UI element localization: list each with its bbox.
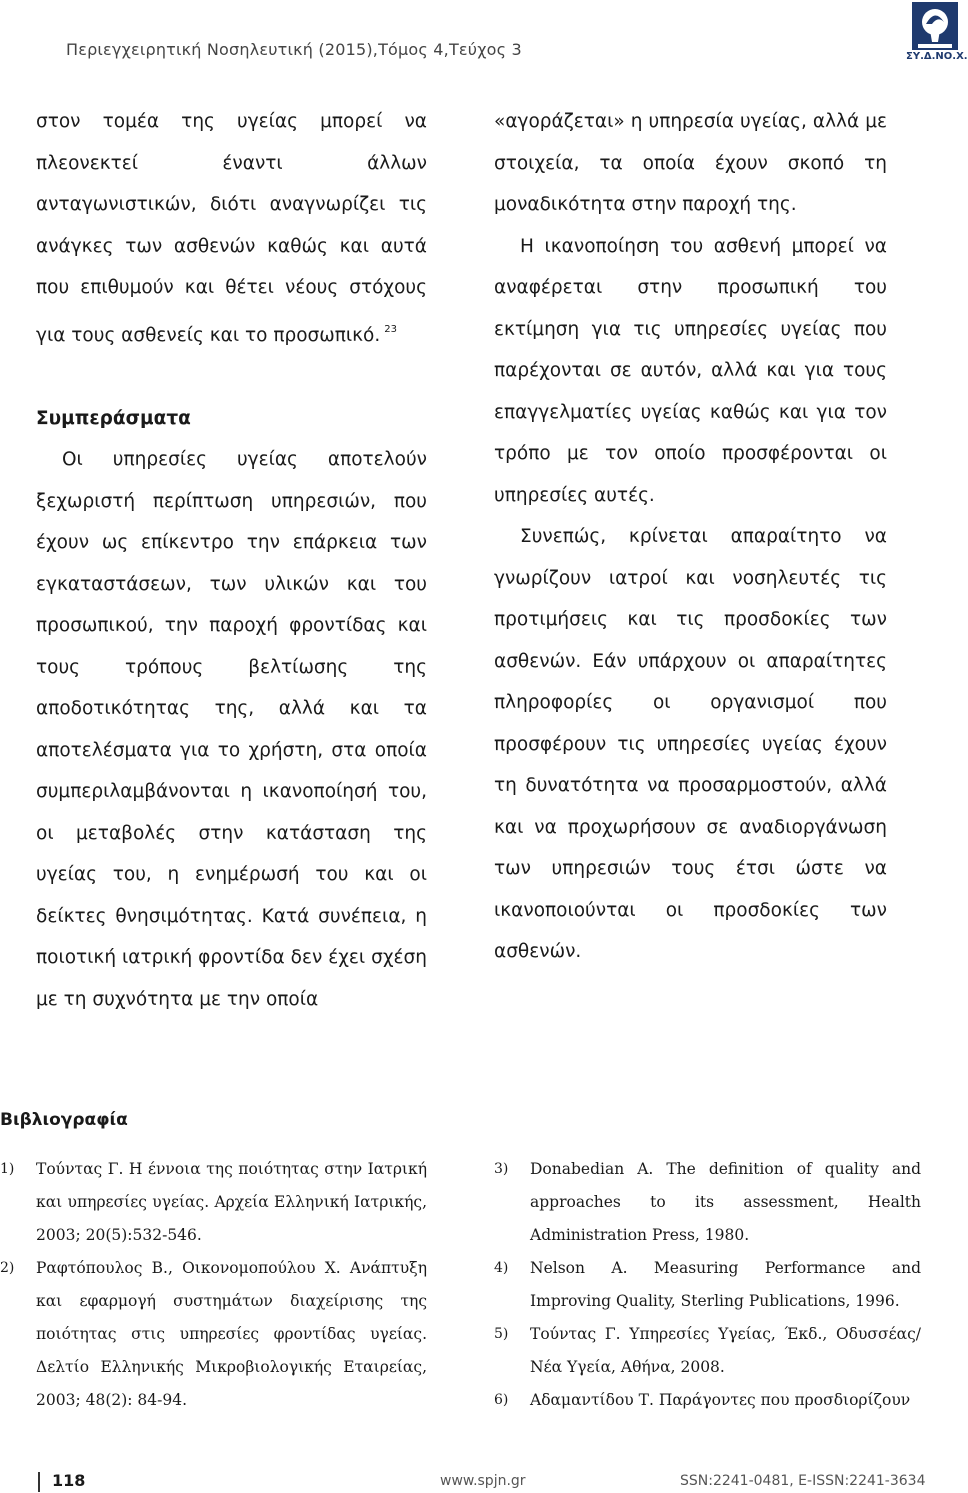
- logo-caption: ΣΥ.Δ.ΝΟ.Χ.: [906, 51, 968, 62]
- reference-item: [0, 1153, 427, 1252]
- footer-divider: [38, 1472, 40, 1492]
- issn-text: SSN:2241-0481, E-ISSN:2241-3634: [680, 1473, 926, 1489]
- reference-item: [494, 1384, 921, 1417]
- reference-number: 3): [494, 1161, 509, 1177]
- page-number: 118: [52, 1471, 86, 1490]
- reference-text: Αδαμαντίδου Τ. Παράγοντες που προσδιορίζουν: [530, 1391, 911, 1409]
- reference-number: 1): [0, 1161, 15, 1177]
- references-right: [494, 1153, 921, 1417]
- section-heading: Συμπεράσματα: [36, 407, 191, 429]
- reference-number: 2): [0, 1260, 15, 1276]
- body-paragraph: Συνεπώς, κρίνεται απαραίτητο να γνωρίζουν ιατροί και νοσηλευτές τις προτιμήσεις και τις προσδοκίες των ασθενών. Εάν υπάρχουν οι απαραίτητες πληροφορίες οι οργανισμοί που προσφέρουν τις υπηρεσίες υγείας έχουν τη δυνατότητα να προσαρμοστούν, αλλά και να προχωρήσουν σε αναδιοργάνωση των υπηρεσιών τους έτσι ώστε να ικανοποιούνται οι προσδοκίες των ασθενών.: [494, 526, 887, 962]
- body-paragraph: [36, 101, 427, 356]
- reference-item: [494, 1153, 921, 1252]
- reference-text: Ραφτόπουλος Β., Οικονομοπούλου Χ. Ανάπτυξη και εφαρμογή συστημάτων διαχείρισης της ποιότητας στις υπηρεσίες φροντίδας υγείας. Δελτίο Ελληνικής Μικροβιολογικής Εταιρείας, 2003; 48(2): 84-94.: [36, 1259, 427, 1409]
- reference-text: Nelson A. Measuring Performance and Improving Quality, Sterling Publications, 1996.: [530, 1259, 921, 1310]
- references-left: [0, 1153, 427, 1417]
- reference-number: 6): [494, 1392, 509, 1408]
- reference-number: 4): [494, 1260, 509, 1276]
- reference-item: [0, 1252, 427, 1417]
- body-paragraph: Η ικανοποίηση του ασθενή μπορεί να αναφέρεται στην προσωπική του εκτίμηση για τις υπηρεσίες υγείας που παρέχονται σε αυτόν, αλλά και για τους επαγγελματίες υγείας καθώς και για τον τρόπο με τον οποίο προσφέρονται οι υπηρεσίες αυτές.: [494, 235, 887, 506]
- bibliography-heading: Βιβλιογραφία: [0, 1110, 128, 1130]
- body-paragraph: Οι υπηρεσίες υγείας αποτελούν ξεχωριστή περίπτωση υπηρεσιών, που έχουν ως επίκεντρο την επάρκεια των εγκαταστάσεων, των υλικών και του προσωπικού, την παροχή φροντίδας και τους τρόπους βελτίωσης της αποδοτικότητας της, αλλά και τα αποτελέσματα για το χρήστη, στα οποία συμπεριλαμβάνονται η ικανοποίησή του, οι μεταβολές στην κατάσταση της υγείας του, η ενημέρωσή του και οι δείκτες θνησιμότητας. Κατά συνέπεια, η ποιοτική ιατρική φροντίδα δεν έχει σχέση με τη συχνότητα με την οποία: [36, 449, 427, 1010]
- citation-superscript: 23: [384, 323, 397, 335]
- right-column: [494, 101, 887, 973]
- journal-url[interactable]: www.spjn.gr: [440, 1473, 526, 1489]
- reference-item: [494, 1252, 921, 1318]
- reference-text: Τούντας Γ. Υπηρεσίες Υγείας, Έκδ., Οδυσσέας/ Νέα Υγεία, Αθήνα, 2008.: [530, 1325, 921, 1376]
- journal-header: Περιεγχειρητική Νοσηλευτική (2015),Τόμος 4,Τεύχος 3: [66, 40, 522, 59]
- reference-number: 5): [494, 1326, 509, 1342]
- paragraph-text: στον τομέα της υγείας μπορεί να πλεονεκτεί έναντι άλλων ανταγωνιστικών, διότι αναγνωρίζει τις ανάγκες των ασθενών καθώς και αυτά που επιθυμούν και θέτει νέους στόχους για τους ασθενείς και το προσωπικό.: [36, 111, 427, 346]
- body-paragraph: «αγοράζεται» η υπηρεσία υγείας, αλλά με στοιχεία, τα οποία έχουν σκοπό τη μοναδικότητα στην παροχή της.: [494, 111, 887, 215]
- reference-text: Τούντας Γ. Η έννοια της ποιότητας στην Ιατρική και υπηρεσίες υγείας. Αρχεία Ελληνική Ιατρικής, 2003; 20(5):532-546.: [36, 1160, 427, 1244]
- reference-item: [494, 1318, 921, 1384]
- reference-text: Donabedian A. The definition of quality and approaches to its assessment, Health Administration Press, 1980.: [530, 1160, 921, 1244]
- left-column: [36, 101, 427, 1020]
